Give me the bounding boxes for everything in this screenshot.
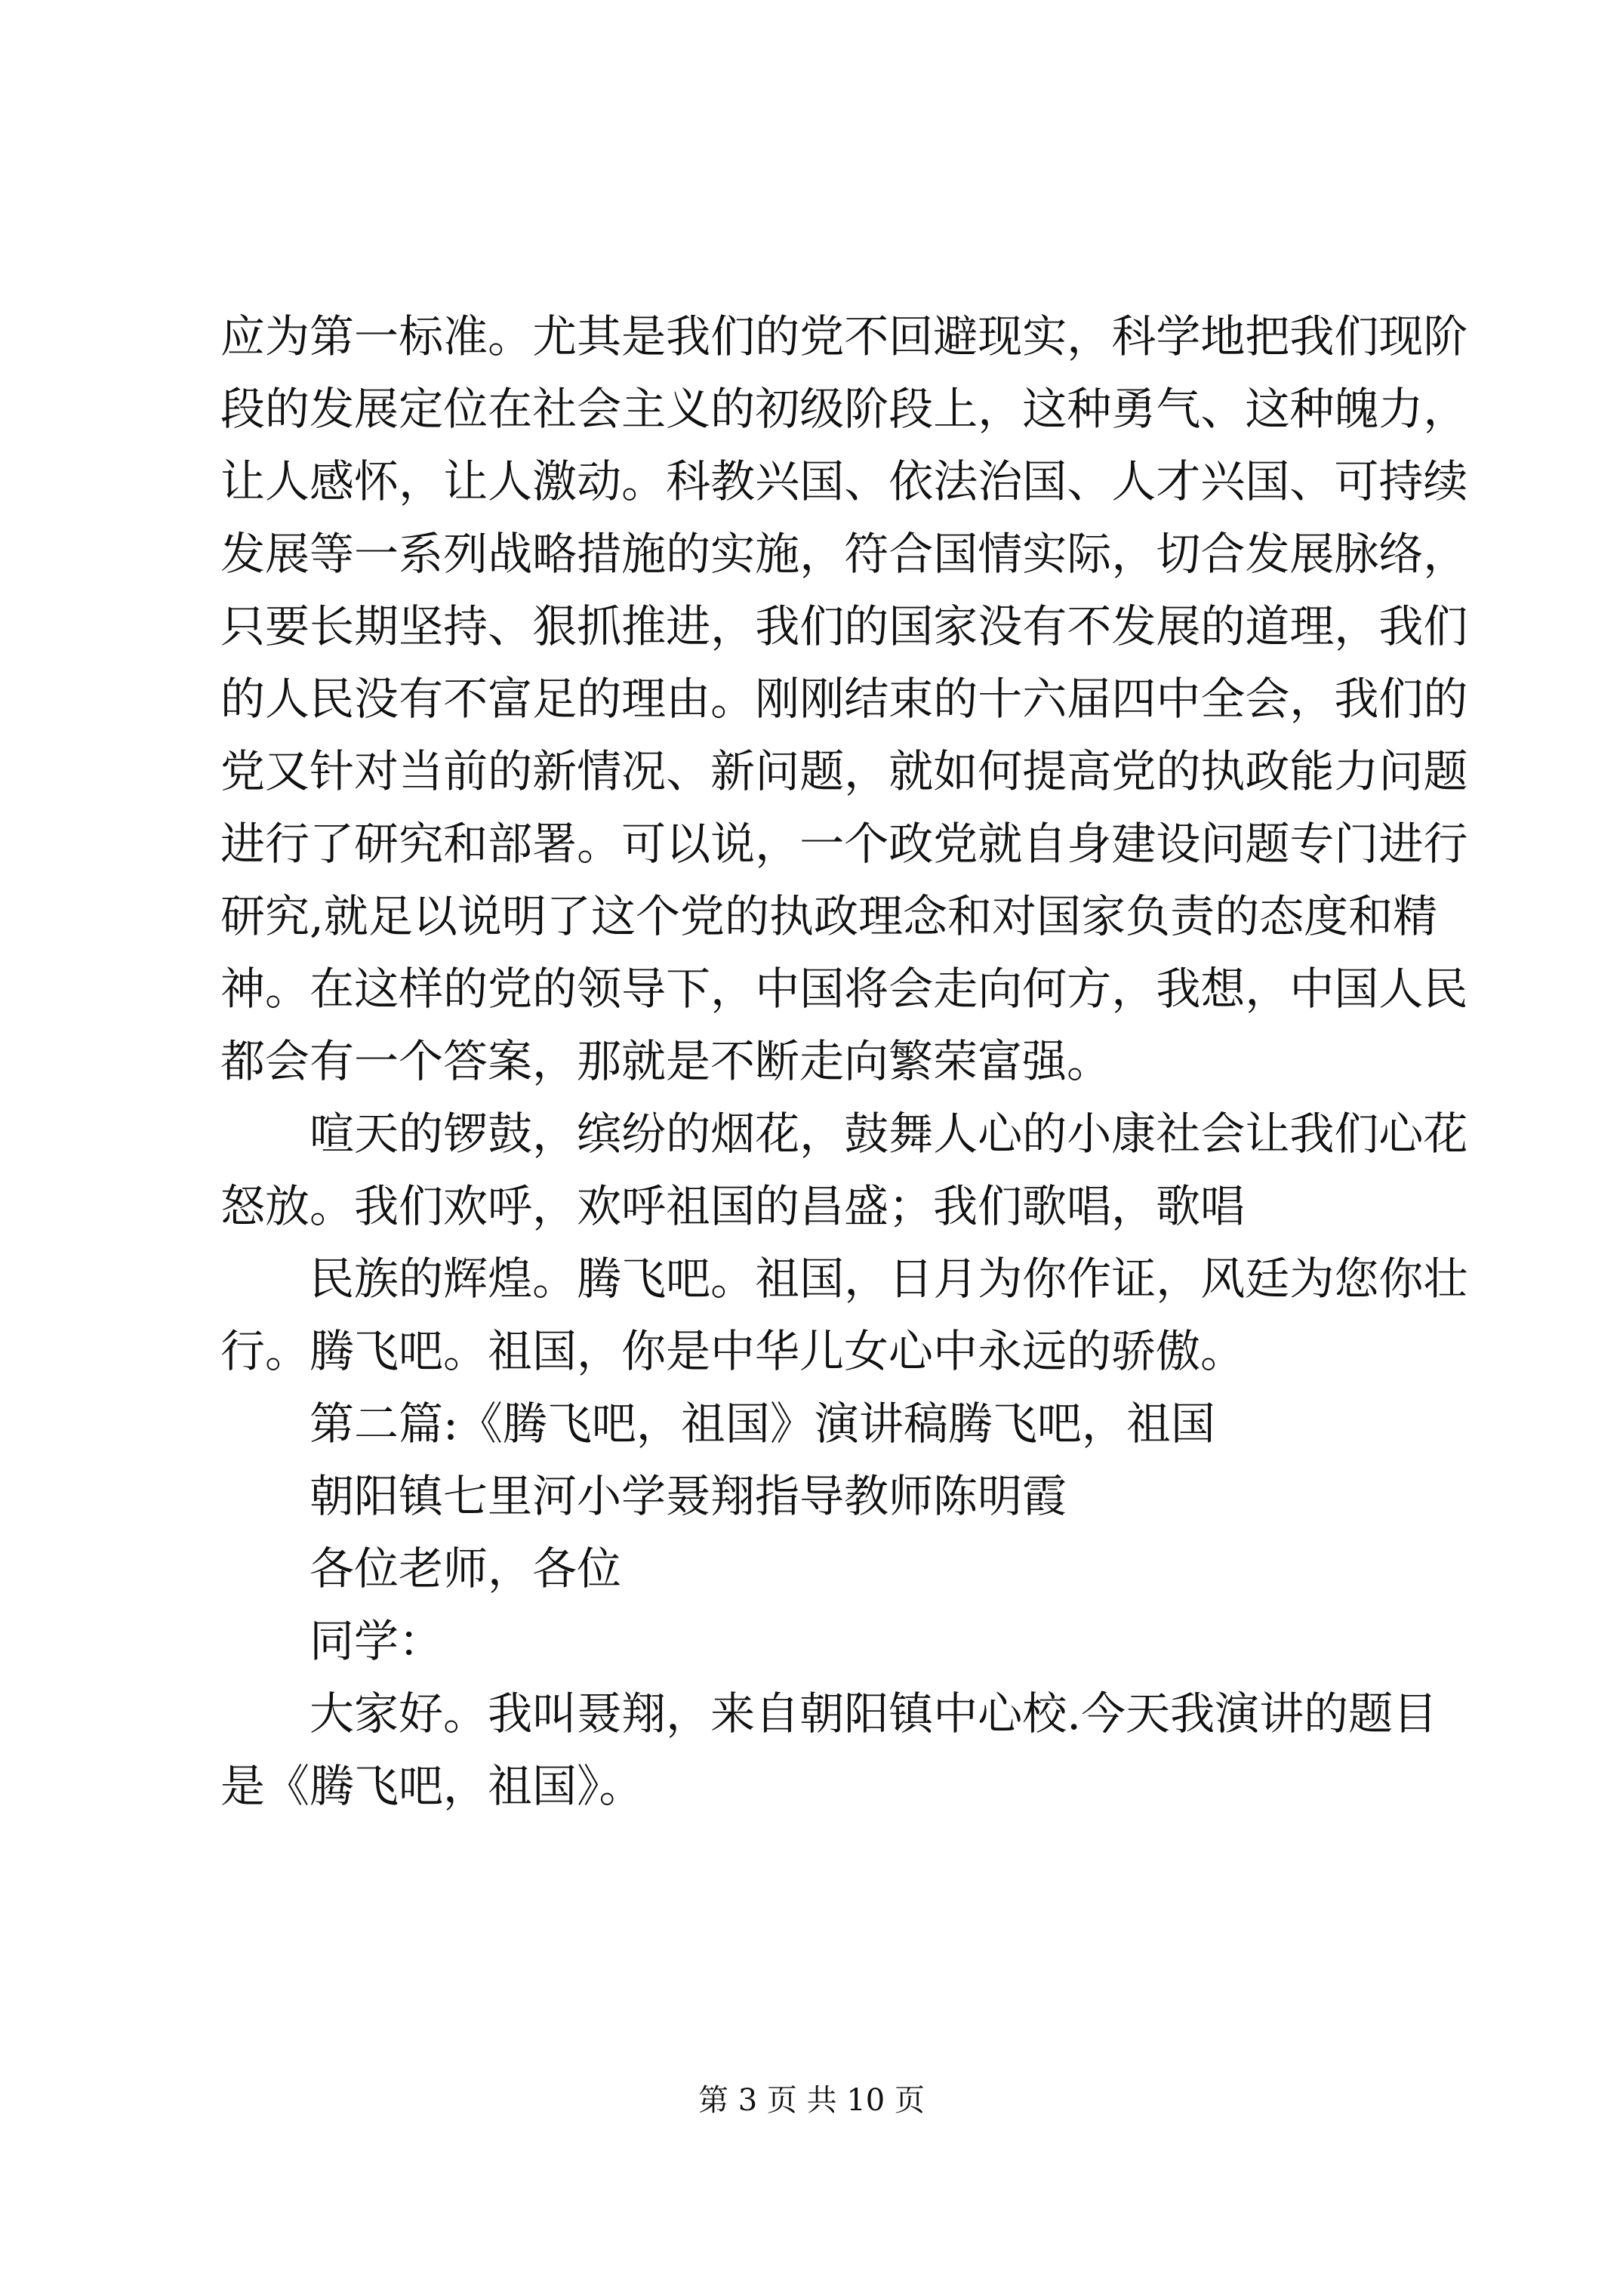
document-body xyxy=(220,300,1468,1823)
text-line: 第二篇:《腾飞吧，祖国》演讲稿腾飞吧，祖国 xyxy=(310,1398,1215,1450)
text-line: 行。腾飞吧。祖国，你是中华儿女心中永远的骄傲。 xyxy=(220,1325,1246,1377)
text-line: 怒放。我们欢呼，欢呼祖国的昌盛；我们歌唱，歌唱 xyxy=(220,1180,1246,1232)
text-line: 民 族 的 辉 煌 。 腾 飞 吧 。 祖 国 ， 日 月 为 你 作 证 ， 风 廷 为 您 你 壮 xyxy=(310,1253,1468,1305)
text-line: 神 。 在 这 样 的 党 的 领 导 下 ， 中 国 将 会 走 向 何 方 ， 我 想 ， 中 国 人 民 xyxy=(220,963,1468,1015)
text-line: 应 为 第 一 标 准 。 尤 其 是 我 们 的 党 不 回 避 现 实 ， 科 学 地 把 我 们 现 阶 xyxy=(220,310,1468,362)
text-line: 进 行 了 研 究 和 部 署 。 可 以 说 ， 一 个 政 党 就 自 身 建 设 问 题 专 门 进 行 xyxy=(220,818,1468,870)
text-line: 同学： xyxy=(310,1615,444,1667)
text-line: 发 展 等 一 系 列 战 略 措 施 的 实 施 ， 符 合 国 情 实 际 ， 切 合 发 展 脉 络 ， xyxy=(220,528,1468,580)
text-line: 只 要 长 期 坚 持 、 狠 抓 推 进 ， 我 们 的 国 家 没 有 不 发 展 的 道 理 ， 我 们 xyxy=(220,600,1468,652)
text-line: 朝阳镇七里河小学聂翔指导教师陈明霞 xyxy=(310,1470,1067,1522)
text-line: 都会有一个答案，那就是不断走向繁荣富强。 xyxy=(220,1035,1112,1087)
text-line: 的 人 民 没 有 不 富 足 的 理 由 。 刚 刚 结 束 的 十 六 届 四 中 全 会 ， 我 们 的 xyxy=(220,673,1468,725)
text-line: 喧 天 的 锣 鼓 ， 缤 纷 的 烟 花 ， 鼓 舞 人 心 的 小 康 社 会 让 我 们 心 花 xyxy=(310,1108,1468,1160)
text-line: 让 人 感 怀 ， 让 人 激 动 。 科 教 兴 国 、 依 法 治 国 、 人 才 兴 国 、 可 持 续 xyxy=(220,455,1468,507)
text-line: 段 的 发 展 定 位 在 社 会 主 义 的 初 级 阶 段 上 ， 这 种 勇 气 、 这 种 魄 力 ， xyxy=(220,383,1468,435)
page-footer: 第 3 页 共 10 页 xyxy=(698,2083,925,2118)
text-line: 各位老师，各位 xyxy=(310,1542,622,1595)
text-line: 是《腾飞吧，祖国》。 xyxy=(220,1760,644,1812)
text-line: 党 又 针 对 当 前 的 新 情 况 、 新 问 题 ， 就 如 何 提 高 党 的 执 政 能 力 问 题 xyxy=(220,745,1468,797)
text-line: 研 究 , 就 足 以 说 明 了 这 个 党 的 执 政 理 念 和 对 国 家 负 责 的 态 度 和 精 xyxy=(220,890,1438,942)
text-line: 大 家 好 。 我 叫 聂 翔 ， 来 自 朝 阳 镇 中 心 校 . 今 天 我 演 讲 的 题 目 xyxy=(310,1687,1438,1740)
